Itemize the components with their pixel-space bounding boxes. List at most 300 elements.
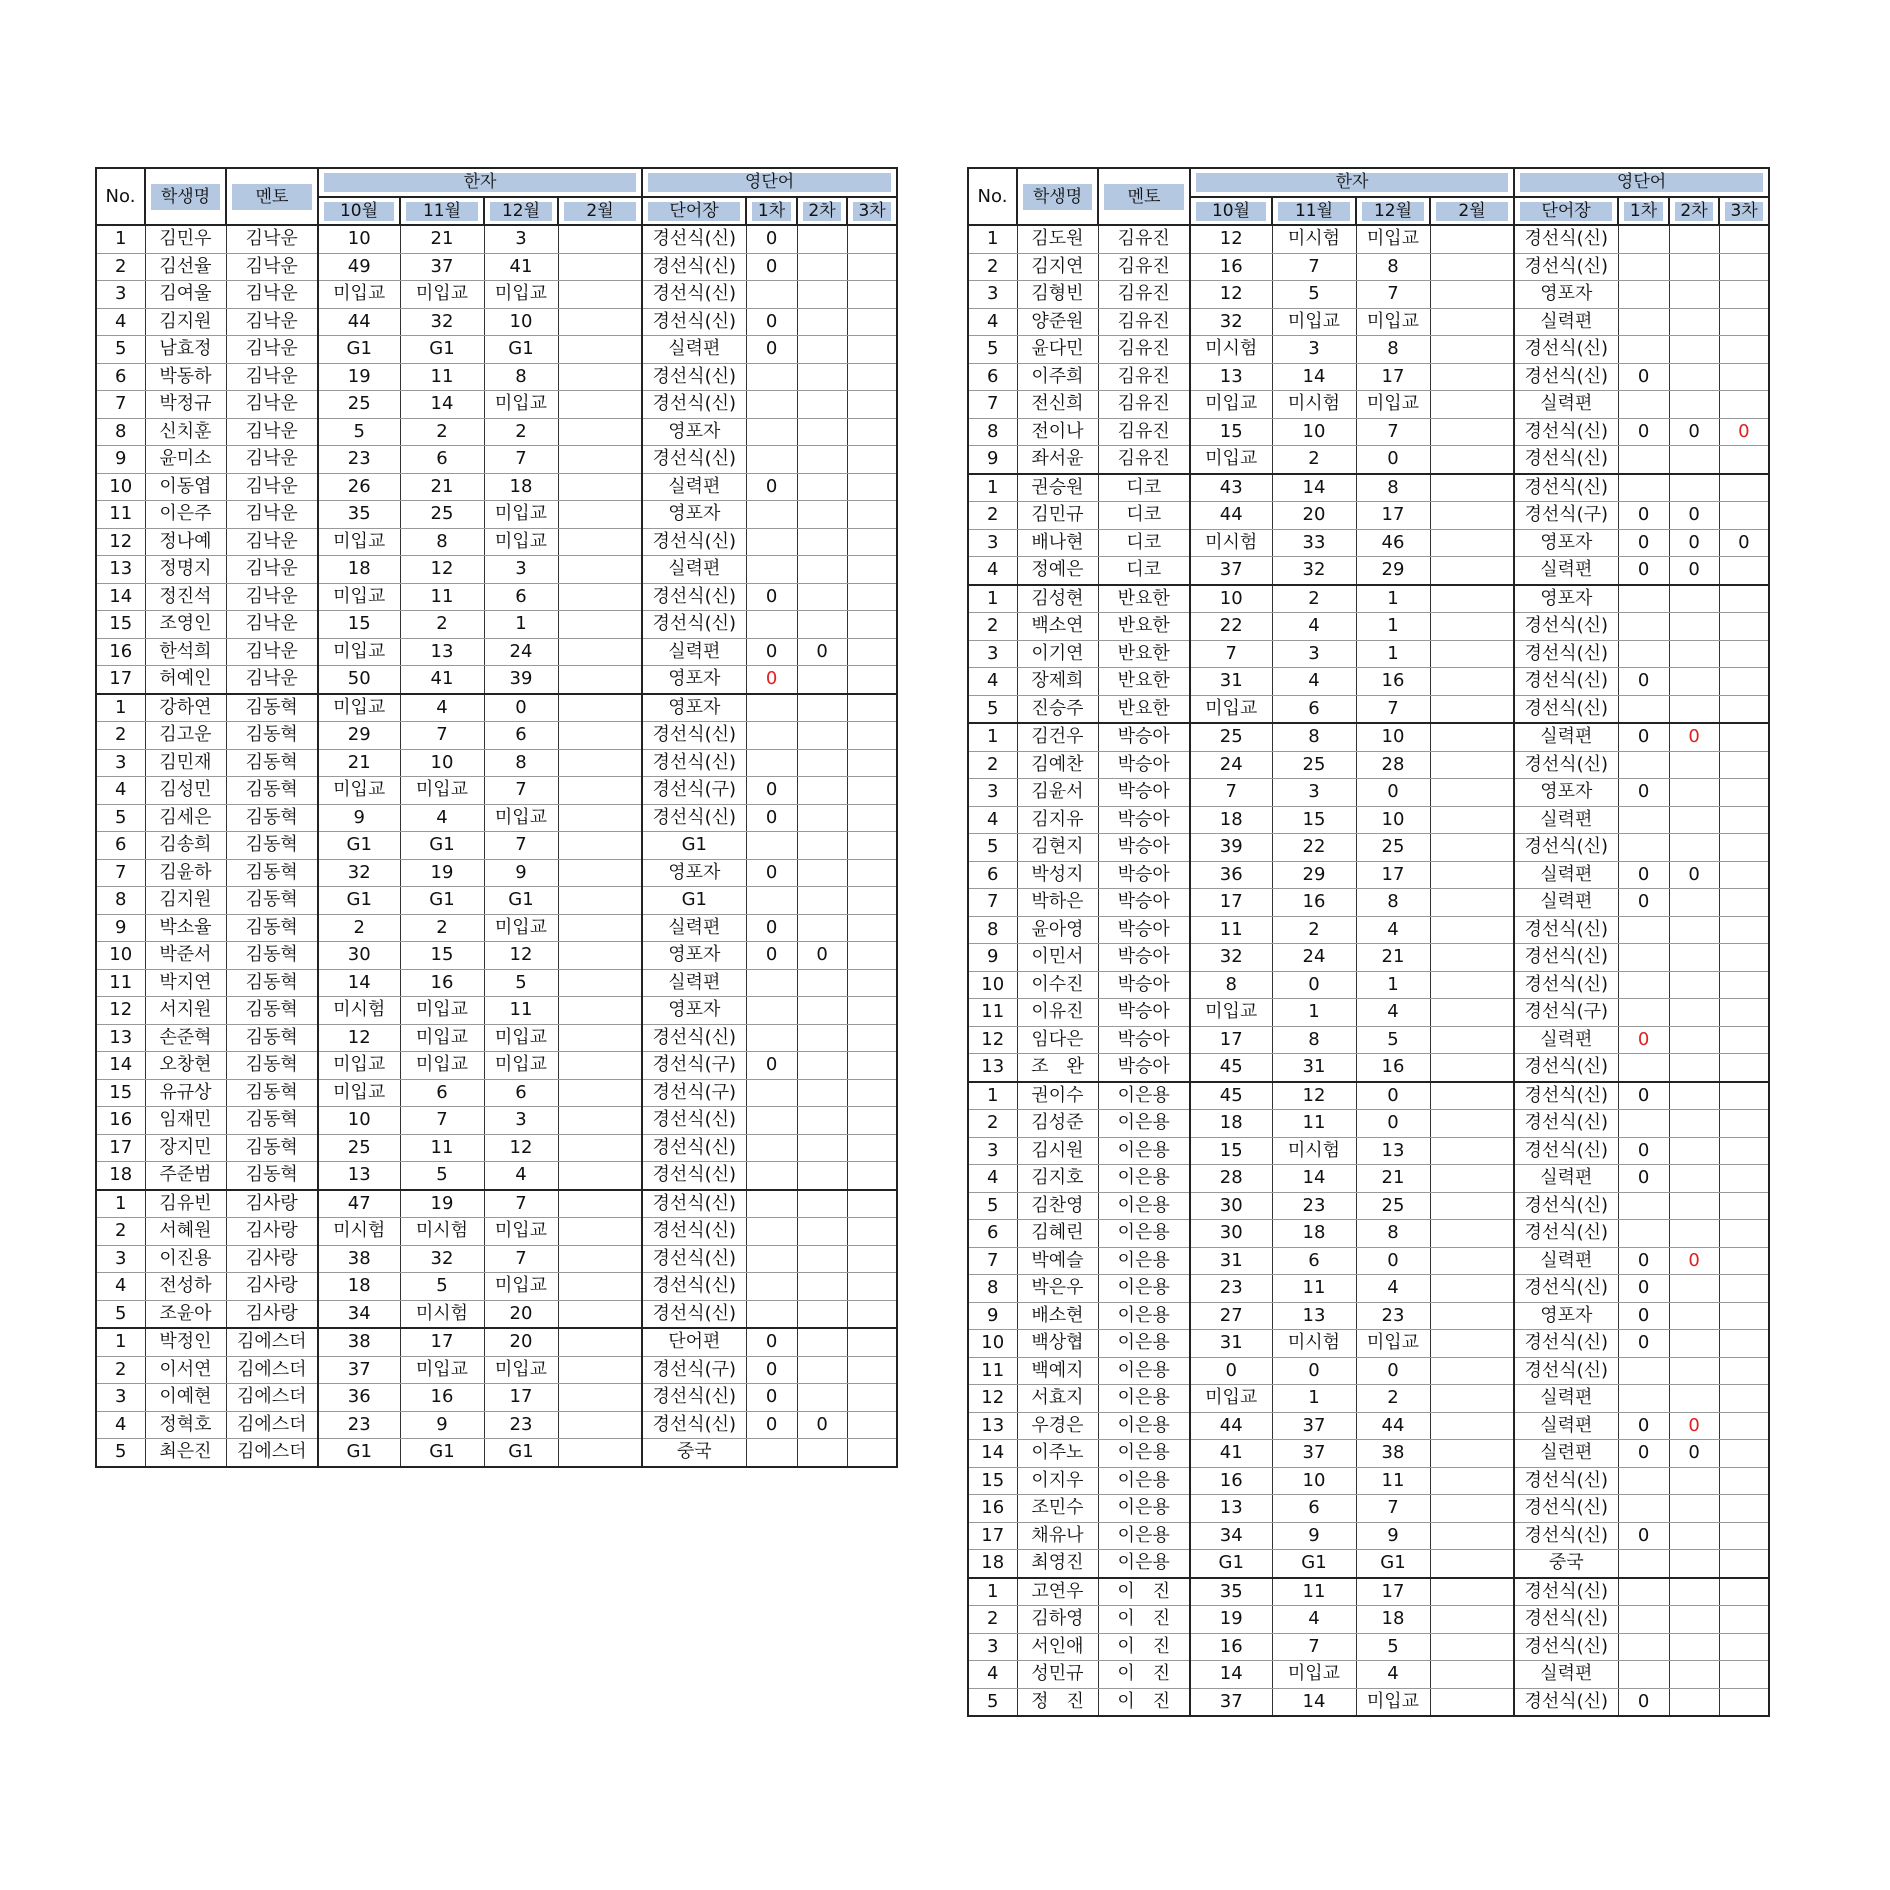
cell-mentor: 김낙운 (226, 666, 318, 694)
cell-student: 박소율 (145, 914, 226, 942)
cell-hanja-11: 2 (400, 611, 484, 639)
cell-round-3 (847, 638, 897, 666)
cell-hanja-11: 3 (1272, 779, 1356, 807)
table-row (968, 1302, 1769, 1330)
cell-hanja-10: 30 (1190, 1192, 1272, 1220)
cell-hanja-11: 41 (400, 666, 484, 694)
table-row (968, 557, 1769, 585)
cell-mentor: 김동혁 (226, 749, 318, 777)
cell-hanja-11: 6 (1272, 1247, 1356, 1275)
cell-no: 8 (968, 418, 1017, 446)
cell-hanja-12: 6 (484, 583, 558, 611)
cell-student: 정예은 (1017, 557, 1098, 585)
cell-mentor: 박승아 (1098, 1054, 1190, 1082)
cell-hanja-11: 16 (1272, 889, 1356, 917)
cell-hanja-10: 미입교 (1190, 1385, 1272, 1413)
cell-student: 서인애 (1017, 1633, 1098, 1661)
cell-round-2 (1669, 1082, 1719, 1110)
cell-no: 4 (968, 308, 1017, 336)
cell-round-1 (1618, 640, 1669, 668)
table-row (96, 418, 897, 446)
cell-round-2 (1669, 474, 1719, 502)
cell-hanja-11: 14 (1272, 1165, 1356, 1193)
cell-no: 15 (96, 1079, 145, 1107)
cell-round-2 (797, 391, 847, 419)
cell-student: 양준원 (1017, 308, 1098, 336)
cell-round-1 (1618, 695, 1669, 723)
cell-hanja-10: 49 (318, 253, 400, 281)
cell-round-3 (847, 1218, 897, 1246)
cell-round-1 (1618, 916, 1669, 944)
table-row (968, 779, 1769, 807)
cell-student: 김건우 (1017, 723, 1098, 751)
cell-wordbook: 경선식(신) (642, 1245, 746, 1273)
cell-round-2 (1669, 1110, 1719, 1138)
cell-hanja-11: 18 (1272, 1220, 1356, 1248)
cell-round-1 (746, 418, 797, 446)
cell-round-1: 0 (746, 666, 797, 694)
cell-student: 김찬영 (1017, 1192, 1098, 1220)
cell-round-3 (1719, 1550, 1769, 1578)
cell-round-3 (1719, 1137, 1769, 1165)
cell-round-2 (1669, 281, 1719, 309)
table-row (96, 997, 897, 1025)
cell-mentor: 김낙운 (226, 583, 318, 611)
cell-student: 김유빈 (145, 1190, 226, 1218)
cell-no: 11 (968, 1357, 1017, 1385)
cell-hanja-2 (1430, 225, 1514, 253)
cell-hanja-11: 8 (400, 528, 484, 556)
cell-wordbook: 경선식(신) (642, 446, 746, 474)
cell-wordbook: 경선식(신) (1514, 1578, 1618, 1606)
cell-hanja-12: 미입교 (484, 1356, 558, 1384)
cell-hanja-11: 미시험 (400, 1300, 484, 1328)
cell-hanja-12: 7 (484, 1190, 558, 1218)
cell-hanja-10: 0 (1190, 1357, 1272, 1385)
cell-round-1: 0 (1618, 1688, 1669, 1716)
cell-hanja-11: 32 (400, 1245, 484, 1273)
cell-mentor: 김낙운 (226, 225, 318, 253)
cell-hanja-12: 17 (1356, 363, 1430, 391)
cell-round-1 (1618, 1192, 1669, 1220)
cell-hanja-11: 25 (400, 501, 484, 529)
cell-student: 김시원 (1017, 1137, 1098, 1165)
cell-student: 전이나 (1017, 418, 1098, 446)
cell-no: 13 (968, 1054, 1017, 1082)
cell-mentor: 김에스더 (226, 1439, 318, 1467)
cell-wordbook: 경선식(신) (642, 528, 746, 556)
cell-round-2 (1669, 889, 1719, 917)
cell-hanja-2 (1430, 446, 1514, 474)
cell-round-2: 0 (1669, 861, 1719, 889)
cell-mentor: 이은용 (1098, 1275, 1190, 1303)
cell-wordbook: 경선식(신) (1514, 1082, 1618, 1110)
cell-hanja-11: 4 (1272, 1606, 1356, 1634)
cell-round-2 (797, 308, 847, 336)
header-wordbook: 단어장 (1514, 197, 1618, 225)
cell-no: 4 (968, 668, 1017, 696)
cell-hanja-10: 12 (1190, 225, 1272, 253)
cell-hanja-2 (1430, 1082, 1514, 1110)
cell-student: 윤미소 (145, 446, 226, 474)
cell-wordbook: 실력편 (1514, 1026, 1618, 1054)
cell-no: 6 (968, 363, 1017, 391)
table-row (96, 969, 897, 997)
cell-hanja-11: 23 (1272, 1192, 1356, 1220)
cell-hanja-11: 37 (1272, 1440, 1356, 1468)
cell-hanja-2 (558, 859, 642, 887)
cell-round-3 (1719, 1275, 1769, 1303)
table-row (96, 1439, 897, 1467)
cell-hanja-12: 17 (1356, 861, 1430, 889)
cell-round-2 (1669, 1330, 1719, 1358)
header-student: 학생명 (145, 168, 226, 225)
cell-round-2 (797, 1439, 847, 1467)
cell-round-3 (847, 887, 897, 915)
cell-round-2 (1669, 1578, 1719, 1606)
cell-wordbook: 실력편 (1514, 1165, 1618, 1193)
cell-hanja-12: 17 (1356, 1578, 1430, 1606)
cell-hanja-2 (1430, 281, 1514, 309)
cell-mentor: 김낙운 (226, 253, 318, 281)
cell-mentor: 이은용 (1098, 1467, 1190, 1495)
cell-hanja-11: 11 (400, 363, 484, 391)
table-row (96, 1384, 897, 1412)
cell-hanja-12: 4 (1356, 1275, 1430, 1303)
cell-wordbook: 경선식(신) (1514, 613, 1618, 641)
cell-no: 2 (968, 613, 1017, 641)
cell-hanja-10: 37 (318, 1356, 400, 1384)
cell-hanja-12: 20 (484, 1300, 558, 1328)
cell-hanja-12: 41 (484, 253, 558, 281)
cell-wordbook: 경선식(신) (1514, 971, 1618, 999)
cell-hanja-11: 4 (400, 804, 484, 832)
cell-round-3 (1719, 1606, 1769, 1634)
cell-hanja-12: 미입교 (484, 391, 558, 419)
cell-hanja-11: 32 (400, 308, 484, 336)
cell-round-2 (1669, 1054, 1719, 1082)
header-month: 10월 (318, 197, 400, 225)
cell-student: 성민규 (1017, 1661, 1098, 1689)
cell-round-3 (847, 1273, 897, 1301)
cell-no: 2 (968, 1110, 1017, 1138)
cell-hanja-2 (558, 528, 642, 556)
cell-wordbook: 경선식(구) (642, 1079, 746, 1107)
cell-round-1 (1618, 1633, 1669, 1661)
cell-hanja-10: 22 (1190, 613, 1272, 641)
cell-student: 김성준 (1017, 1110, 1098, 1138)
cell-round-3 (1719, 834, 1769, 862)
cell-mentor: 박승아 (1098, 751, 1190, 779)
cell-mentor: 디코 (1098, 529, 1190, 557)
cell-round-1 (746, 281, 797, 309)
cell-no: 4 (968, 1165, 1017, 1193)
cell-hanja-2 (558, 694, 642, 722)
cell-student: 유규상 (145, 1079, 226, 1107)
table-row (96, 281, 897, 309)
cell-wordbook: 실력편 (642, 914, 746, 942)
table-row (96, 1328, 897, 1356)
cell-round-2: 0 (1669, 418, 1719, 446)
cell-wordbook: 경선식(신) (642, 391, 746, 419)
cell-hanja-12: 1 (1356, 640, 1430, 668)
cell-round-3 (1719, 281, 1769, 309)
header-hanja: 한자 (318, 168, 642, 197)
cell-hanja-2 (1430, 944, 1514, 972)
cell-wordbook: 실력편 (1514, 861, 1618, 889)
cell-wordbook: 경선식(신) (642, 1273, 746, 1301)
cell-mentor: 이 진 (1098, 1578, 1190, 1606)
cell-round-3 (847, 363, 897, 391)
header-no: No. (968, 168, 1017, 225)
cell-wordbook: 경선식(신) (642, 363, 746, 391)
cell-hanja-2 (1430, 1550, 1514, 1578)
cell-no: 16 (968, 1495, 1017, 1523)
cell-hanja-10: 미입교 (318, 1052, 400, 1080)
cell-no: 12 (96, 997, 145, 1025)
cell-hanja-2 (1430, 1606, 1514, 1634)
cell-no: 1 (968, 723, 1017, 751)
cell-wordbook: 경선식(신) (642, 1162, 746, 1190)
cell-student: 김선율 (145, 253, 226, 281)
cell-round-3 (1719, 1192, 1769, 1220)
cell-hanja-2 (558, 914, 642, 942)
cell-round-2 (797, 281, 847, 309)
cell-round-2: 0 (1669, 723, 1719, 751)
cell-hanja-10: 25 (318, 1134, 400, 1162)
cell-hanja-2 (558, 308, 642, 336)
cell-hanja-12: 24 (484, 638, 558, 666)
cell-wordbook: 실력편 (1514, 557, 1618, 585)
cell-mentor: 반요한 (1098, 640, 1190, 668)
cell-hanja-2 (1430, 999, 1514, 1027)
cell-round-3 (1719, 308, 1769, 336)
cell-mentor: 이 진 (1098, 1688, 1190, 1716)
cell-no: 5 (968, 336, 1017, 364)
cell-mentor: 박승아 (1098, 916, 1190, 944)
cell-round-2 (1669, 971, 1719, 999)
cell-round-2 (1669, 1522, 1719, 1550)
cell-student: 김지원 (145, 308, 226, 336)
cell-hanja-2 (1430, 1192, 1514, 1220)
cell-round-3 (1719, 1688, 1769, 1716)
cell-mentor: 김낙운 (226, 611, 318, 639)
cell-mentor: 이 진 (1098, 1633, 1190, 1661)
cell-round-1: 0 (746, 336, 797, 364)
cell-round-2 (1669, 779, 1719, 807)
cell-round-2 (797, 859, 847, 887)
cell-round-2 (1669, 1661, 1719, 1689)
cell-hanja-10: 미입교 (1190, 695, 1272, 723)
cell-mentor: 이 진 (1098, 1606, 1190, 1634)
cell-hanja-12: 0 (1356, 1110, 1430, 1138)
cell-round-3 (1719, 1578, 1769, 1606)
cell-hanja-12: 9 (1356, 1522, 1430, 1550)
cell-round-1: 0 (746, 253, 797, 281)
cell-hanja-2 (1430, 889, 1514, 917)
cell-hanja-11: 1 (1272, 999, 1356, 1027)
cell-no: 3 (968, 1137, 1017, 1165)
table-row (968, 1688, 1769, 1716)
header-wordbook: 단어장 (642, 197, 746, 225)
cell-round-2 (797, 1052, 847, 1080)
cell-wordbook: 경선식(신) (642, 749, 746, 777)
cell-hanja-2 (558, 225, 642, 253)
cell-hanja-2 (558, 1245, 642, 1273)
cell-round-3 (847, 832, 897, 860)
cell-student: 권이수 (1017, 1082, 1098, 1110)
cell-hanja-12: 미입교 (484, 1273, 558, 1301)
cell-no: 4 (96, 1273, 145, 1301)
cell-wordbook: 영포자 (1514, 779, 1618, 807)
cell-no: 1 (968, 474, 1017, 502)
table-row (968, 529, 1769, 557)
cell-hanja-11: 7 (1272, 1633, 1356, 1661)
cell-no: 18 (96, 1162, 145, 1190)
cell-hanja-12: 미입교 (484, 528, 558, 556)
cell-mentor: 디코 (1098, 557, 1190, 585)
cell-hanja-2 (1430, 585, 1514, 613)
cell-no: 14 (96, 583, 145, 611)
cell-round-2 (797, 1079, 847, 1107)
cell-hanja-12: 25 (1356, 834, 1430, 862)
cell-no: 5 (96, 1439, 145, 1467)
cell-round-3 (1719, 1495, 1769, 1523)
cell-hanja-10: 36 (318, 1384, 400, 1412)
cell-hanja-11: 19 (400, 1190, 484, 1218)
cell-round-2 (797, 1107, 847, 1135)
cell-hanja-2 (1430, 1110, 1514, 1138)
cell-no: 1 (96, 1328, 145, 1356)
table-row (96, 1024, 897, 1052)
cell-hanja-10: 47 (318, 1190, 400, 1218)
cell-hanja-11: 6 (1272, 1495, 1356, 1523)
cell-student: 정진석 (145, 583, 226, 611)
table-row (96, 777, 897, 805)
cell-hanja-10: 27 (1190, 1302, 1272, 1330)
cell-no: 1 (96, 694, 145, 722)
table-row (96, 1052, 897, 1080)
cell-round-1: 0 (746, 473, 797, 501)
cell-wordbook: 영포자 (642, 501, 746, 529)
cell-no: 16 (96, 1107, 145, 1135)
cell-mentor: 이은용 (1098, 1165, 1190, 1193)
table-row (96, 363, 897, 391)
cell-student: 김송희 (145, 832, 226, 860)
cell-hanja-12: 7 (484, 777, 558, 805)
cell-student: 채유나 (1017, 1522, 1098, 1550)
cell-mentor: 이은용 (1098, 1440, 1190, 1468)
cell-hanja-12: 4 (1356, 1661, 1430, 1689)
cell-hanja-10: 23 (318, 1411, 400, 1439)
cell-hanja-11: 미입교 (400, 281, 484, 309)
cell-student: 임다은 (1017, 1026, 1098, 1054)
cell-round-3 (1719, 225, 1769, 253)
cell-mentor: 박승아 (1098, 999, 1190, 1027)
cell-wordbook: 실력편 (1514, 1385, 1618, 1413)
cell-round-1 (746, 694, 797, 722)
cell-wordbook: 경선식(신) (1514, 640, 1618, 668)
cell-mentor: 박승아 (1098, 1026, 1190, 1054)
cell-hanja-11: 24 (1272, 944, 1356, 972)
cell-student: 윤아영 (1017, 916, 1098, 944)
cell-mentor: 김낙운 (226, 446, 318, 474)
cell-round-3 (1719, 1633, 1769, 1661)
cell-round-2 (797, 722, 847, 750)
cell-round-1: 0 (746, 1411, 797, 1439)
table-row (968, 723, 1769, 751)
cell-wordbook: 경선식(신) (1514, 1633, 1618, 1661)
cell-round-3 (847, 1328, 897, 1356)
cell-student: 김지호 (1017, 1165, 1098, 1193)
cell-round-3 (847, 969, 897, 997)
cell-no: 3 (968, 640, 1017, 668)
cell-no: 12 (968, 1385, 1017, 1413)
cell-round-3 (847, 1300, 897, 1328)
cell-student: 한석희 (145, 638, 226, 666)
cell-hanja-2 (1430, 1275, 1514, 1303)
cell-mentor: 디코 (1098, 502, 1190, 530)
cell-mentor: 이은용 (1098, 1550, 1190, 1578)
table-row (96, 1190, 897, 1218)
cell-hanja-2 (558, 1162, 642, 1190)
cell-hanja-12: 10 (1356, 806, 1430, 834)
cell-round-2 (1669, 944, 1719, 972)
cell-hanja-12: 8 (1356, 253, 1430, 281)
cell-hanja-2 (1430, 1467, 1514, 1495)
cell-hanja-2 (558, 473, 642, 501)
cell-no: 8 (968, 1275, 1017, 1303)
cell-hanja-2 (1430, 336, 1514, 364)
cell-hanja-10: 44 (1190, 502, 1272, 530)
cell-round-3: 0 (1719, 529, 1769, 557)
cell-hanja-11: 미입교 (400, 997, 484, 1025)
cell-round-2 (1669, 363, 1719, 391)
cell-student: 김지연 (1017, 253, 1098, 281)
cell-wordbook: 경선식(신) (642, 1134, 746, 1162)
table-row (968, 474, 1769, 502)
cell-round-1 (746, 501, 797, 529)
cell-round-1 (746, 1439, 797, 1467)
cell-student: 김민규 (1017, 502, 1098, 530)
cell-hanja-12: 28 (1356, 751, 1430, 779)
cell-hanja-2 (558, 583, 642, 611)
cell-round-3 (847, 694, 897, 722)
cell-hanja-11: 2 (1272, 446, 1356, 474)
cell-hanja-11: 4 (400, 694, 484, 722)
cell-hanja-10: 미입교 (1190, 446, 1272, 474)
cell-hanja-11: 14 (1272, 1688, 1356, 1716)
cell-student: 이민서 (1017, 944, 1098, 972)
cell-mentor: 김사랑 (226, 1245, 318, 1273)
cell-wordbook: 실력편 (1514, 1661, 1618, 1689)
cell-hanja-12: 3 (484, 225, 558, 253)
cell-hanja-10: 41 (1190, 1440, 1272, 1468)
cell-round-3 (1719, 502, 1769, 530)
cell-round-1 (1618, 944, 1669, 972)
cell-mentor: 김동혁 (226, 887, 318, 915)
table-row (96, 1079, 897, 1107)
cell-wordbook: 경선식(구) (642, 1356, 746, 1384)
cell-hanja-12: 44 (1356, 1412, 1430, 1440)
cell-hanja-2 (558, 1411, 642, 1439)
table-row (968, 1082, 1769, 1110)
cell-no: 10 (968, 971, 1017, 999)
cell-hanja-12: G1 (1356, 1550, 1430, 1578)
header-month: 11월 (400, 197, 484, 225)
cell-round-2 (1669, 1495, 1719, 1523)
cell-round-2 (797, 749, 847, 777)
